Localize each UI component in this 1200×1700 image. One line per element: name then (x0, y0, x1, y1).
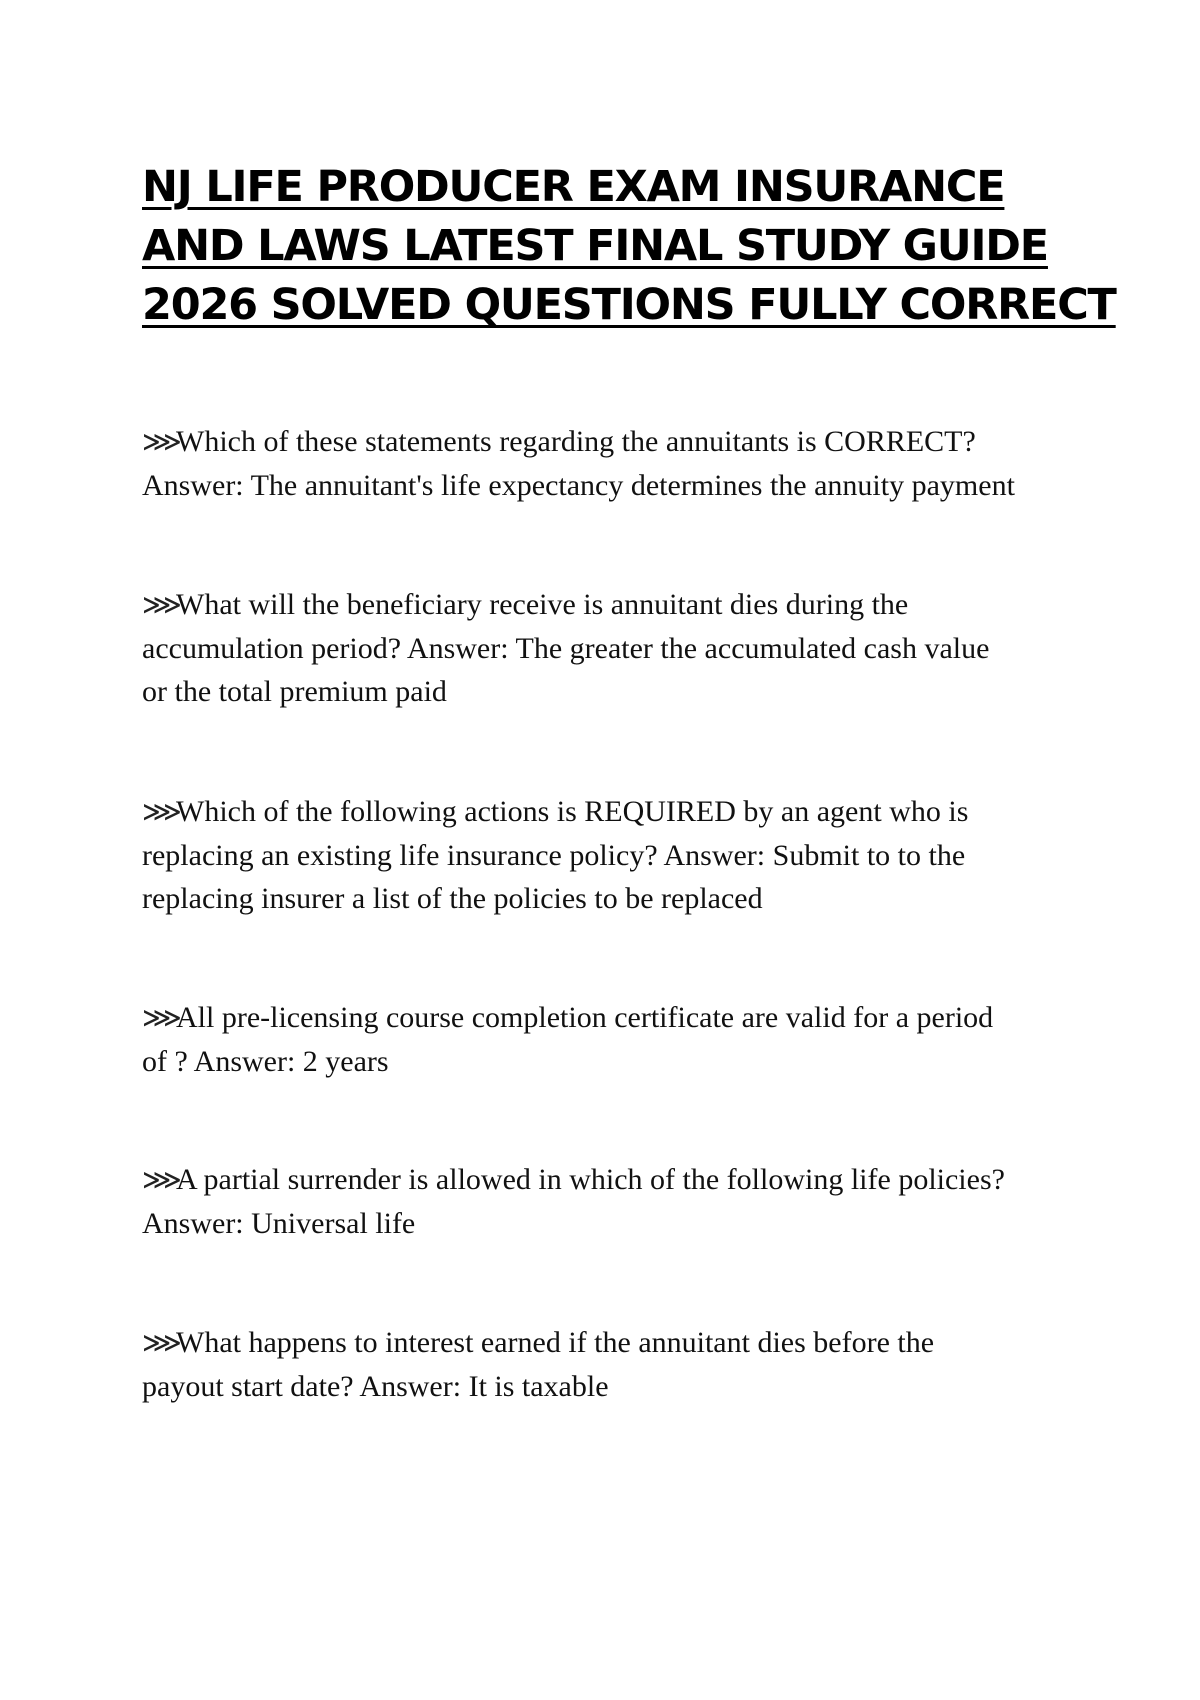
qa-line: replacing an existing life insurance policy? Answer: Submit to to the (142, 839, 966, 872)
qa-line: What will the beneficiary receive is annuitant dies during the (176, 588, 909, 621)
title-line: AND LAWS LATEST FINAL STUDY GUIDE (142, 221, 1048, 271)
document-title (142, 158, 1116, 335)
question-answer-item (142, 1321, 1067, 1408)
question-answer-item (142, 790, 1067, 920)
title-line: 2026 SOLVED QUESTIONS FULLY CORRECT (142, 280, 1116, 330)
double-chevron-right-icon: ⋙ (142, 1328, 182, 1359)
question-answer-item (142, 420, 1067, 507)
qa-line: What happens to interest earned if the annuitant dies before the (176, 1326, 935, 1359)
question-answer-item (142, 996, 1067, 1083)
qa-line: Which of these statements regarding the annuitants is CORRECT? (176, 425, 976, 458)
double-chevron-right-icon: ⋙ (142, 427, 182, 458)
qa-line: accumulation period? Answer: The greater the accumulated cash value (142, 632, 990, 665)
qa-line: Answer: The annuitant's life expectancy determines the annuity payment (142, 469, 1015, 502)
double-chevron-right-icon: ⋙ (142, 797, 182, 828)
qa-line: or the total premium paid (142, 675, 447, 708)
qa-line: All pre-licensing course completion certificate are valid for a period (176, 1001, 994, 1034)
question-answer-item (142, 1158, 1067, 1245)
title-line: NJ LIFE PRODUCER EXAM INSURANCE (142, 162, 1005, 212)
qa-line: replacing insurer a list of the policies to be replaced (142, 882, 763, 915)
question-answer-item (142, 583, 1067, 713)
double-chevron-right-icon: ⋙ (142, 1003, 182, 1034)
qa-line: payout start date? Answer: It is taxable (142, 1370, 609, 1403)
double-chevron-right-icon: ⋙ (142, 590, 182, 621)
qa-line: A partial surrender is allowed in which of the following life policies? (176, 1163, 1005, 1196)
qa-line: of ? Answer: 2 years (142, 1045, 389, 1078)
qa-line: Which of the following actions is REQUIRED by an agent who is (176, 795, 969, 828)
double-chevron-right-icon: ⋙ (142, 1165, 182, 1196)
qa-line: Answer: Universal life (142, 1207, 416, 1240)
